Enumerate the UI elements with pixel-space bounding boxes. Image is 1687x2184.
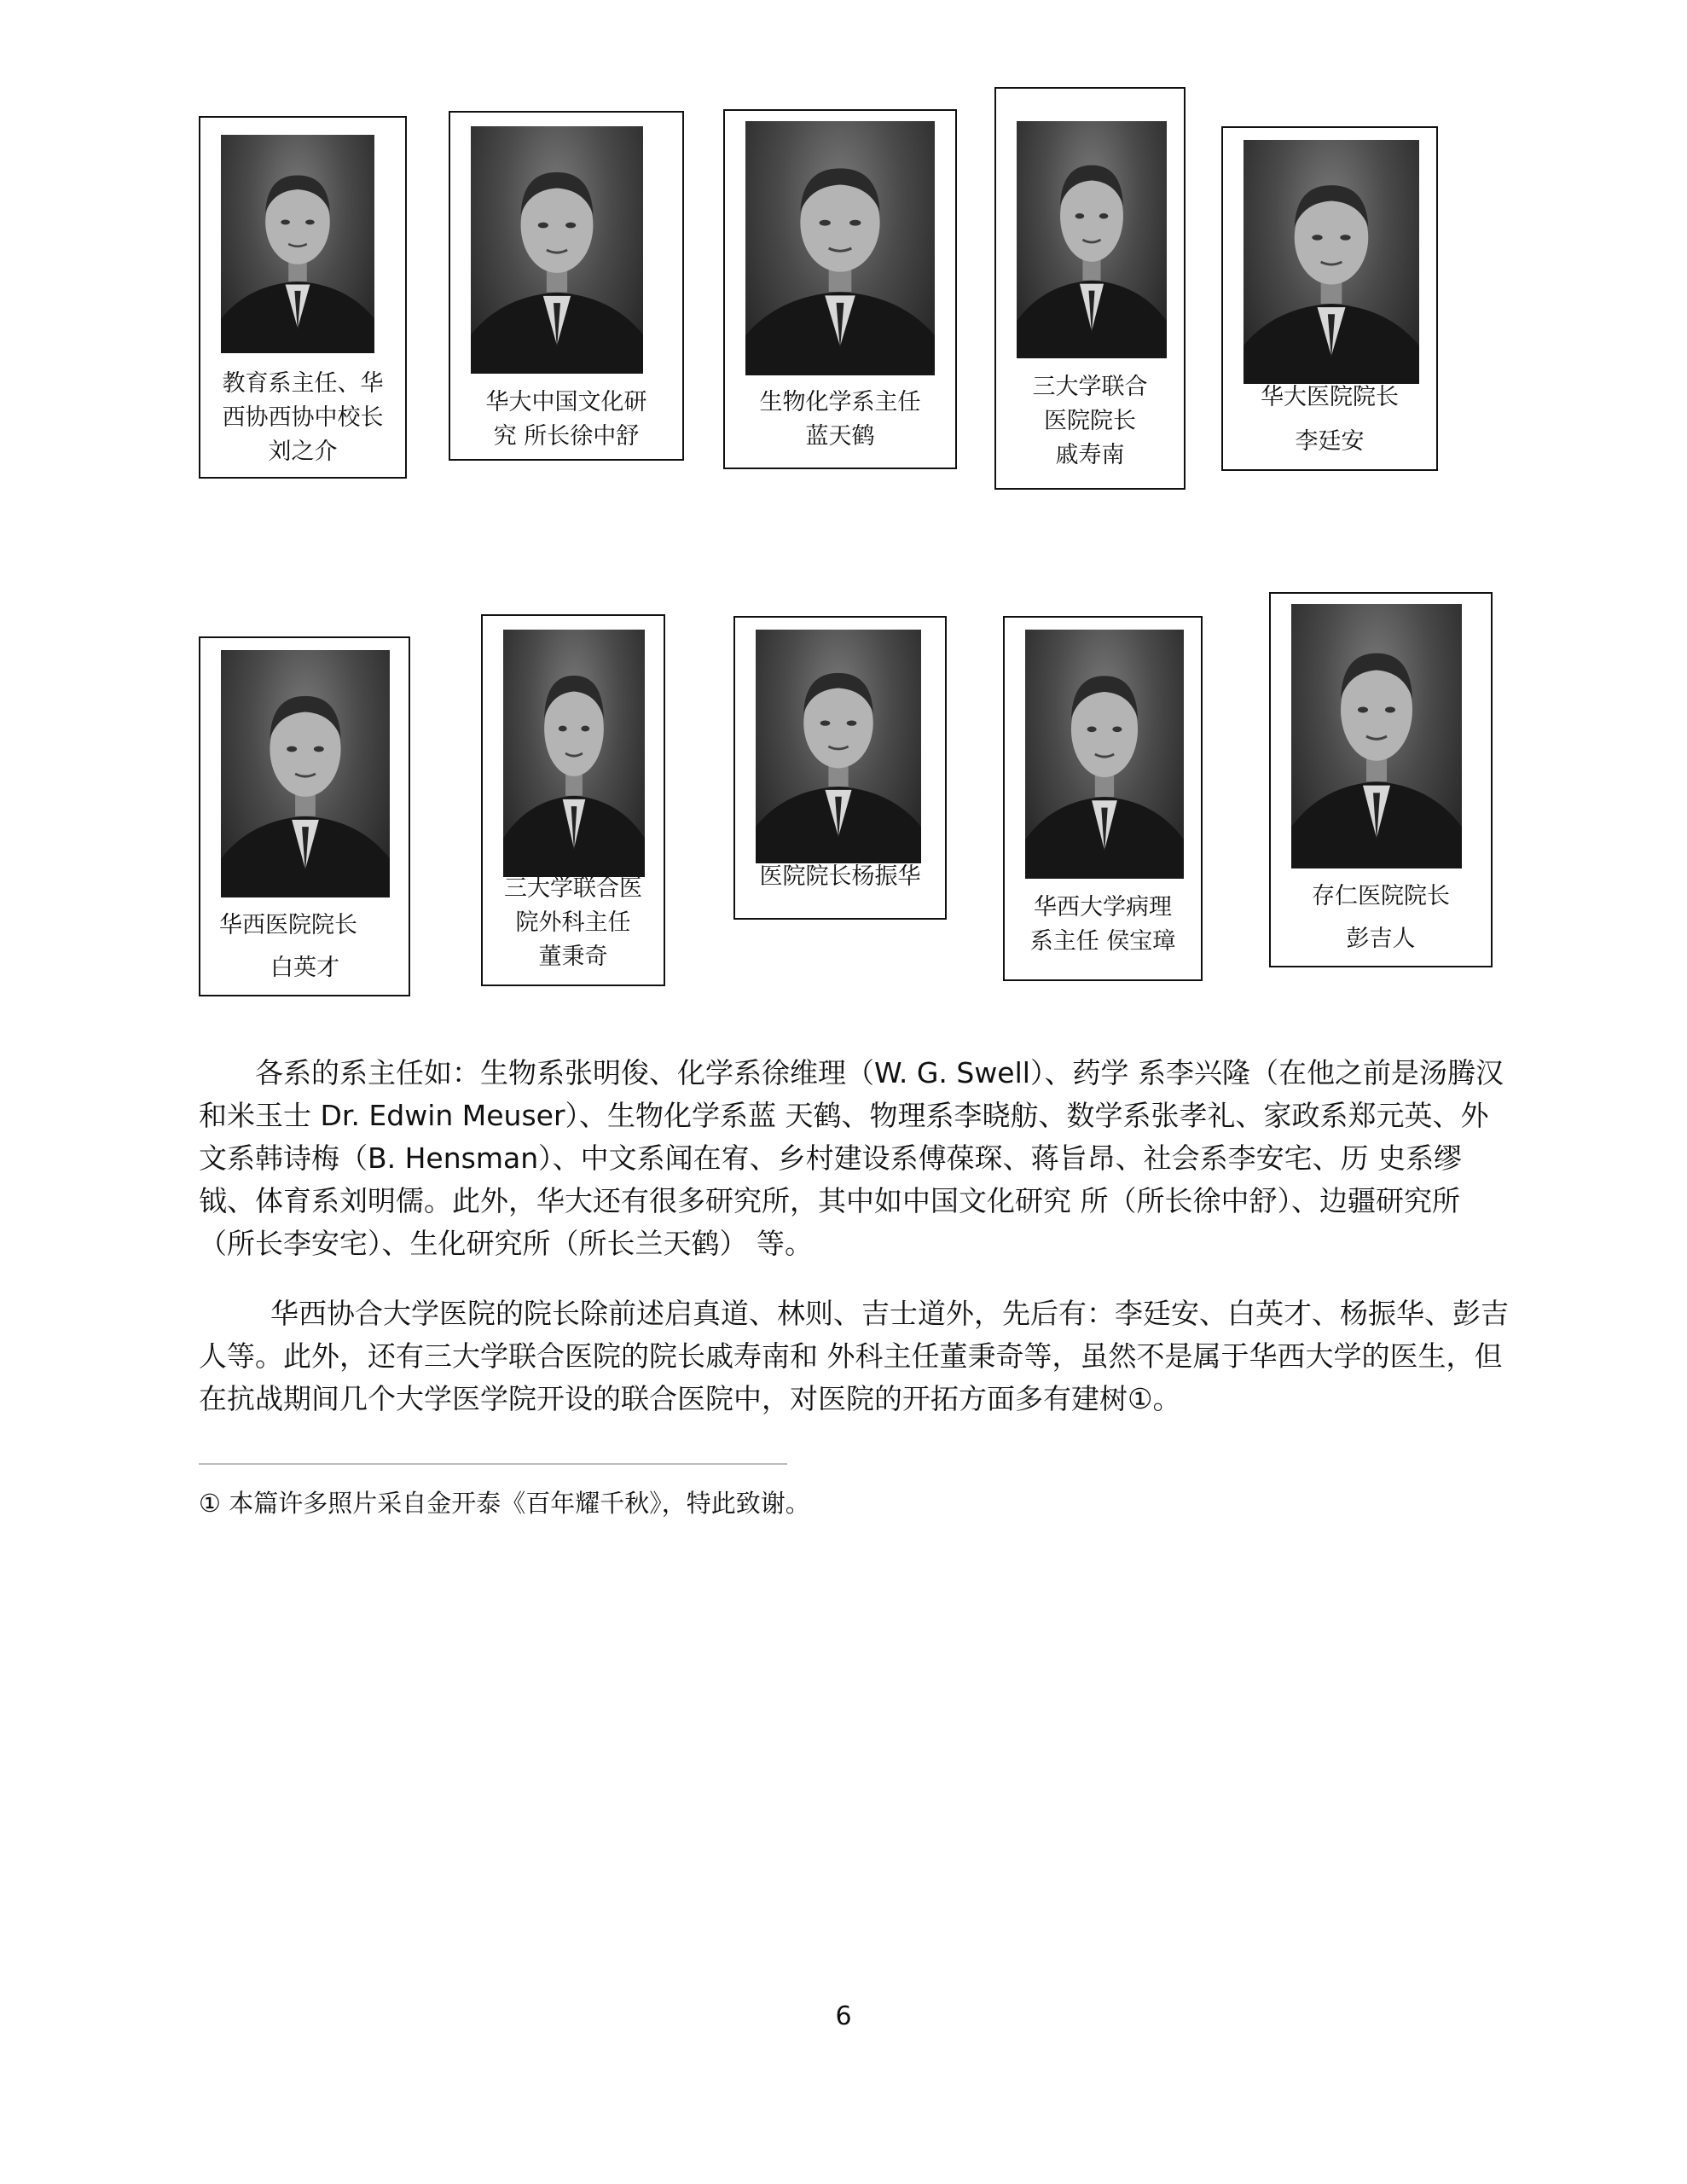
caption-line: 李廷安	[1295, 428, 1365, 455]
portrait-caption-7	[483, 872, 664, 974]
body-paragraph-2: 华西协合大学医院的院长除前述启真道、林则、吉士道外，先后有：李廷安、白英才、杨振华、彭吉人等。此外，还有三大学联合医院的院长戚寿南和 外科主任董秉奇等，虽然不是属于华西大学的医生，但在抗战期间几个大学医学院开设的联合医院中，对医院的开拓方面多有建树①。	[199, 1297, 1509, 1415]
portrait-silhouette	[1025, 630, 1184, 879]
portrait-photo-7	[503, 630, 645, 877]
caption-line: 教育系主任、华	[222, 370, 384, 397]
portrait-card-6	[199, 636, 410, 996]
portrait-card-9	[1003, 616, 1203, 981]
portrait-silhouette	[1017, 121, 1167, 358]
portrait-caption-4	[996, 370, 1184, 473]
portrait-silhouette	[1244, 140, 1419, 384]
portrait-photo-5	[1244, 140, 1419, 384]
portrait-photo-6	[221, 650, 390, 897]
portrait-silhouette	[471, 126, 643, 374]
portrait-caption-10	[1271, 875, 1491, 961]
portrait-photo-8	[756, 630, 921, 863]
caption-line: 华西医院院长	[219, 912, 357, 938]
caption-line: 三大学联合医	[504, 875, 642, 902]
portrait-caption-1	[200, 367, 405, 469]
caption-line: 华大医院院长	[1261, 384, 1399, 410]
portrait-photo-3	[745, 121, 935, 375]
portrait-card-7	[481, 614, 665, 986]
portrait-card-5	[1221, 126, 1438, 471]
caption-line: 究 所长徐中舒	[493, 423, 640, 450]
caption-line: 华大中国文化研	[485, 389, 647, 415]
caption-line: 彭吉人	[1346, 926, 1416, 952]
portrait-silhouette	[1291, 604, 1462, 868]
portrait-caption-3	[725, 386, 955, 454]
portrait-caption-8	[735, 860, 945, 894]
caption-line: 西协西协中校长	[222, 404, 384, 431]
portrait-silhouette	[756, 630, 921, 863]
caption-line: 存仁医院院长	[1312, 883, 1450, 909]
portrait-photo-2	[471, 126, 643, 374]
caption-line: 华西大学病理	[1034, 894, 1172, 921]
portrait-card-10	[1269, 592, 1493, 967]
portrait-silhouette	[221, 135, 374, 353]
portrait-card-1	[199, 116, 407, 479]
caption-line: 系主任 侯宝璋	[1029, 928, 1176, 955]
footnote-divider	[199, 1463, 787, 1465]
caption-line: 刘之介	[268, 439, 338, 465]
portrait-caption-5	[1223, 375, 1436, 464]
portrait-silhouette	[221, 650, 390, 897]
portrait-card-3	[723, 109, 957, 469]
portrait-caption-9	[1005, 891, 1201, 959]
caption-line: 三大学联合	[1032, 374, 1148, 400]
caption-line: 医院院长杨振华	[759, 863, 921, 890]
portrait-caption-6	[200, 904, 409, 990]
portrait-caption-2	[450, 386, 682, 454]
body-paragraph-1: 各系的系主任如：生物系张明俊、化学系徐维理（W. G. Swell）、药学 系李兴隆（在他之前是汤腾汉和米玉士 Dr. Edwin Meuser）、生物化学系蓝 天鹤、物理系李晓舫、数学系张孝礼、家政系郑元英、外文系韩诗梅（B. Hensman）、中文系闻在宥、乡村建设系傅葆琛、蒋旨昂、社会系李安宅、历 史系缪钺、体育系刘明儒。此外，华大还有很多研究所，其中如中国文化研究 所（所长徐中舒）、边疆研究所（所长李安宅）、生化研究所（所长兰天鹤） 等。	[199, 1056, 1504, 1260]
portrait-photo-4	[1017, 121, 1167, 358]
portrait-photo-10	[1291, 604, 1462, 868]
portrait-card-2	[449, 111, 684, 461]
caption-line: 戚寿南	[1055, 442, 1125, 468]
caption-line: 医院院长	[1044, 408, 1136, 434]
portrait-silhouette	[745, 121, 935, 375]
caption-line: 董秉奇	[538, 944, 608, 970]
portrait-card-8	[733, 616, 947, 920]
caption-line: 白英才	[270, 955, 339, 981]
caption-line: 院外科主任	[515, 909, 631, 936]
portrait-photo-9	[1025, 630, 1184, 879]
caption-line: 蓝天鹤	[805, 423, 875, 450]
footnote: ① 本篇许多照片采自金开泰《百年耀千秋》，特此致谢。	[199, 1489, 810, 1518]
caption-line: 生物化学系主任	[759, 389, 921, 415]
portrait-silhouette	[503, 630, 645, 877]
page-number: 6	[835, 2001, 852, 2031]
portrait-photo-1	[221, 135, 374, 353]
portrait-card-4	[994, 87, 1186, 490]
